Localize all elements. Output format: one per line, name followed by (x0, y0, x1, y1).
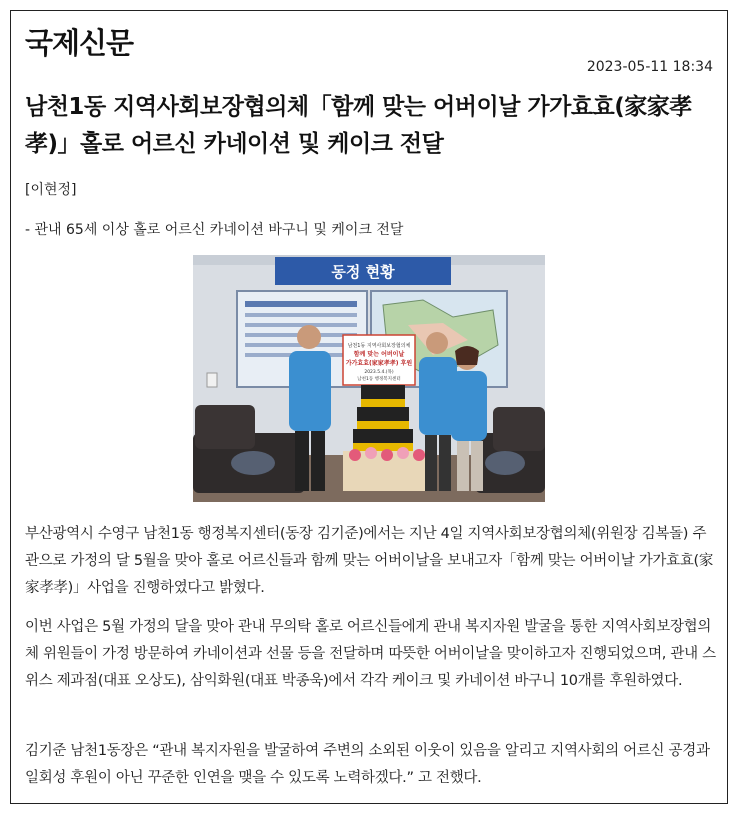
placard-line: 함께 맞는 어버이날 (353, 351, 405, 358)
person-vest-3 (451, 371, 487, 441)
person-vest-1 (289, 351, 331, 431)
placard-line: 가가효효(家家孝孝) 후원 (345, 360, 413, 367)
sign-text: 동정 현황 (331, 263, 395, 281)
placard-line: 남천1동 지역사회보장협의체 (347, 343, 411, 349)
reporter-byline: [이현정] (25, 182, 77, 198)
headline: 남천1동 지역사회보장협의체「함께 맞는 어버이날 가가효효(家家孝孝)」홀로 어르신 카네이션 및 케이크 전달 (25, 94, 692, 157)
masthead: 국제신문 (25, 26, 134, 60)
article-frame (10, 10, 728, 804)
body-paragraph: 부산광역시 수영구 남천1동 행정복지센터(동장 김기준)에서는 지난 4일 지역사회보장협의체(위원장 김복돌) 주관으로 가정의 달 5월을 맞아 홀로 어르신들과 함께 맞는 어버이날을 보내고자「함께 맞는 어버이날 가가효효(家家孝孝)」사업을 진행하였다고 밝혔다. (25, 526, 714, 596)
subtitle: - 관내 65세 이상 홀로 어르신 카네이션 바구니 및 케이크 전달 (25, 222, 404, 238)
body-paragraph: 김기준 남천1동장은 “관내 복지자원을 발굴하여 주변의 소외된 이웃이 있음을 알리고 지역사회의 어르신 공경과 일회성 후원이 아닌 꾸준한 인연을 맺을 수 있도록 노력하겠다.” 고 전했다. (25, 743, 710, 786)
cake-stack (361, 385, 405, 399)
article-photo (193, 255, 545, 502)
body-paragraph: 이번 사업은 5월 가정의 달을 맞아 관내 무의탁 홀로 어르신들에게 관내 복지자원 발굴을 통한 지역사회보장협의체 위원들이 가정 방문하여 카네이션과 선물 등을 전달하며 따뜻한 어버이날을 맞이하고자 진행되었으며, 관내 스위스 제과점(대표 오상도), 삼익화원(대표 박종욱)에서 각각 케이크 및 카네이션 바구니 10개를 후원하였다. (25, 619, 716, 689)
placard-line: 2023.5.4.(목) (364, 370, 394, 375)
placard-line: 남천1동 행정복지센터 (357, 377, 401, 382)
publish-date: 2023-05-11 18:34 (586, 59, 713, 75)
